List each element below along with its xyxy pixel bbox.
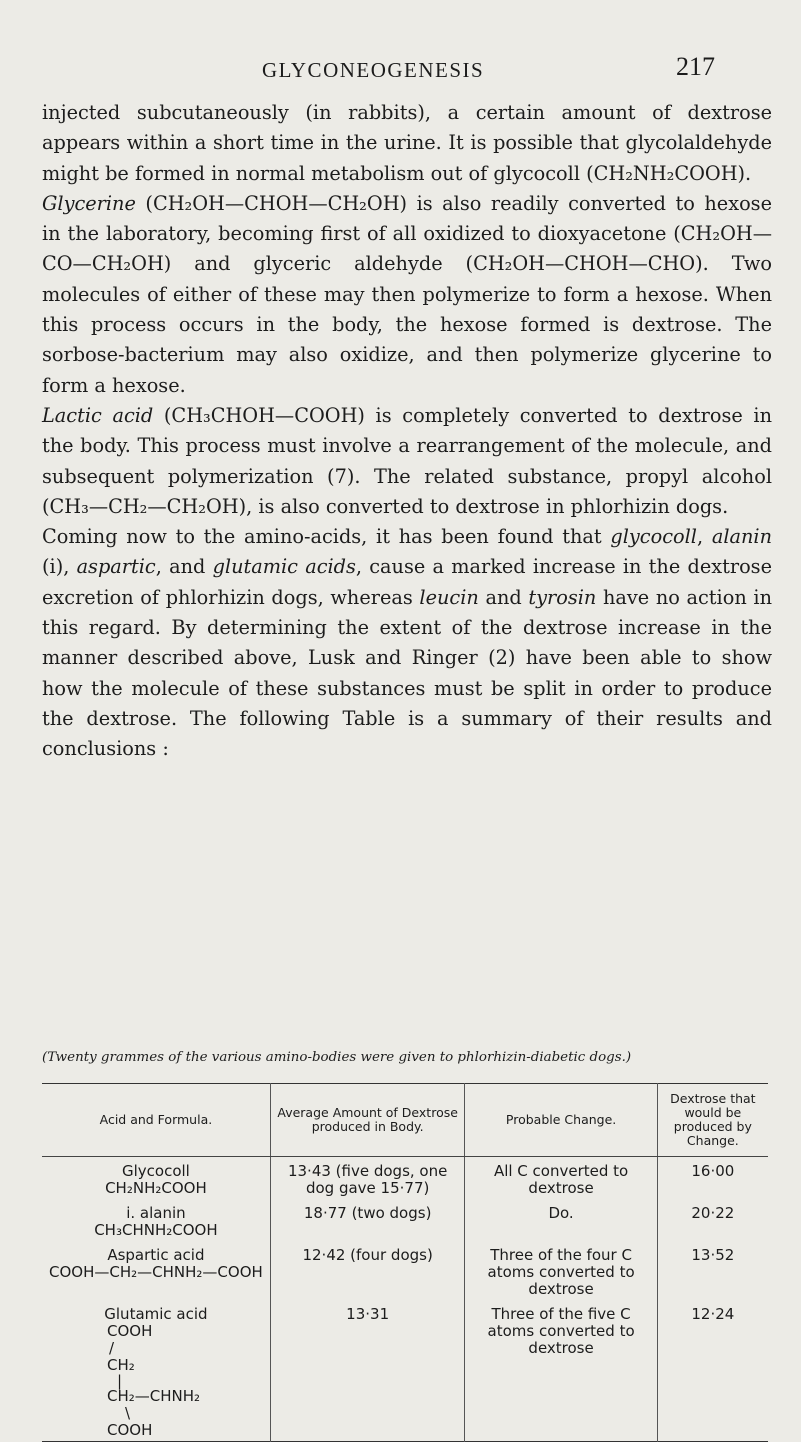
term-lactic-acid: Lactic acid bbox=[42, 403, 154, 427]
paragraph-4-text: , bbox=[696, 525, 712, 549]
cell-amount: 12·42 (four dogs) bbox=[270, 1241, 465, 1300]
cell-change: Three of the five C atoms converted to dextrose bbox=[465, 1300, 657, 1442]
glutamic-structure bbox=[45, 1323, 267, 1439]
term-aspartic: aspartic bbox=[76, 555, 156, 579]
paragraph-1 bbox=[42, 98, 772, 189]
formula-bond: | bbox=[117, 1372, 123, 1390]
term-tyrosin: tyrosin bbox=[528, 585, 597, 609]
term-leucin: leucin bbox=[419, 585, 479, 609]
col-header-average-amount: Average Amount of Dextrose produced in Body. bbox=[270, 1084, 465, 1157]
cell-acid bbox=[42, 1300, 270, 1442]
paragraph-4-text: , and bbox=[155, 555, 213, 579]
paragraph-3-text: (CH₃CHOH—COOH) is completely converted to dextrose in the body. This process must involve a rearrangement of the molecule, and subsequent polymerization (7). The related substance, propyl alcohol (CH₃—CH₂—CH₂OH), is also converted to dextrose in phlorhizin dogs. bbox=[42, 403, 772, 518]
term-alanin: alanin bbox=[711, 525, 772, 549]
acid-name: Glycocoll bbox=[121, 1162, 190, 1180]
cell-produced: 13·52 bbox=[657, 1241, 768, 1300]
formula-line: CH₂ bbox=[107, 1356, 135, 1374]
cell-produced: 16·00 bbox=[657, 1157, 768, 1200]
acid-name: Aspartic acid bbox=[107, 1246, 205, 1264]
acid-formula: CH₂NH₂COOH bbox=[105, 1179, 207, 1197]
paragraph-2-text: (CH₂OH—CHOH—CH₂OH) is also readily converted to hexose in the laboratory, becoming first of all oxidized to dioxyacetone (CH₂OH—CO—CH₂OH) and glyceric aldehyde (CH₂OH—CHOH—CHO). Two molecules of either of these may then polymerize to form a hexose. When this process occurs in the body, the hexose formed is dextrose. The sorbose-bacterium may also oxidize, and then polymerize glycerine to form a hexose. bbox=[42, 191, 772, 397]
col-header-probable-change: Probable Change. bbox=[465, 1084, 657, 1157]
table-caption: (Twenty grammes of the various amino-bodies were given to phlorhizin-diabetic dogs.) bbox=[42, 1050, 632, 1065]
table-row-alanin bbox=[42, 1199, 768, 1241]
cell-change: Three of the four C atoms converted to dextrose bbox=[465, 1241, 657, 1300]
running-title: GLYCONEOGENESIS bbox=[262, 58, 485, 82]
table-row-aspartic bbox=[42, 1241, 768, 1300]
cell-acid bbox=[42, 1199, 270, 1241]
cell-produced: 12·24 bbox=[657, 1300, 768, 1442]
cell-amount: 13·43 (five dogs, one dog gave 15·77) bbox=[270, 1157, 465, 1200]
paragraph-4-text: (i), bbox=[42, 555, 77, 579]
summary-table bbox=[42, 1083, 768, 1442]
paragraph-1-text: injected subcutaneously (in rabbits), a certain amount of dextrose appears within a short time in the urine. It is possible that glycolaldehyde might be formed in normal metabolism out of glycocoll (CH₂NH₂COOH). bbox=[42, 101, 772, 185]
col-header-dextrose-produced: Dextrose that would be produced by Change. bbox=[657, 1084, 768, 1157]
cell-acid bbox=[42, 1241, 270, 1300]
cell-produced: 20·22 bbox=[657, 1199, 768, 1241]
term-glutamic-acids: glutamic acids bbox=[212, 555, 356, 579]
acid-name: Glutamic acid bbox=[104, 1305, 208, 1323]
cell-change: All C converted to dextrose bbox=[465, 1157, 657, 1200]
table-row-glycocoll bbox=[42, 1157, 768, 1200]
running-head bbox=[0, 52, 801, 84]
term-glycocoll: glycocoll bbox=[610, 525, 697, 549]
cell-change: Do. bbox=[465, 1199, 657, 1241]
cell-amount: 18·77 (two dogs) bbox=[270, 1199, 465, 1241]
formula-line: COOH bbox=[107, 1322, 153, 1340]
term-glycerine: Glycerine bbox=[42, 191, 136, 215]
formula-line: COOH bbox=[107, 1421, 153, 1439]
paragraph-4-text: , cause a marked increase in the dextrose excretion of phlorhizin dogs, whereas bbox=[42, 555, 772, 609]
paragraph-2 bbox=[42, 189, 772, 401]
page-number: 217 bbox=[676, 52, 715, 81]
formula-bond: / bbox=[109, 1339, 115, 1357]
body-text bbox=[42, 98, 772, 765]
table-header-row bbox=[42, 1084, 768, 1157]
paragraph-4 bbox=[42, 522, 772, 764]
paragraph-4-text: have no action in this regard. By determining the extent of the dextrose increase in the manner described above, Lusk and Ringer (2) have been able to show how the molecule of these substances must be split in order to produce the dextrose. The following Table is a summary of their results and conclusions : bbox=[42, 585, 772, 761]
acid-formula: COOH—CH₂—CHNH₂—COOH bbox=[49, 1263, 263, 1281]
cell-amount: 13·31 bbox=[270, 1300, 465, 1442]
paragraph-4-text: Coming now to the amino-acids, it has been found that bbox=[42, 525, 611, 549]
acid-formula: CH₃CHNH₂COOH bbox=[94, 1221, 218, 1239]
col-header-acid: Acid and Formula. bbox=[42, 1084, 270, 1157]
formula-line: CH₂—CHNH₂ bbox=[107, 1387, 201, 1405]
cell-acid bbox=[42, 1157, 270, 1200]
table-row-glutamic bbox=[42, 1300, 768, 1442]
formula-bond: \ bbox=[125, 1404, 131, 1422]
acid-name: i. alanin bbox=[126, 1204, 186, 1222]
paragraph-4-text: and bbox=[478, 585, 529, 609]
paragraph-3 bbox=[42, 401, 772, 522]
